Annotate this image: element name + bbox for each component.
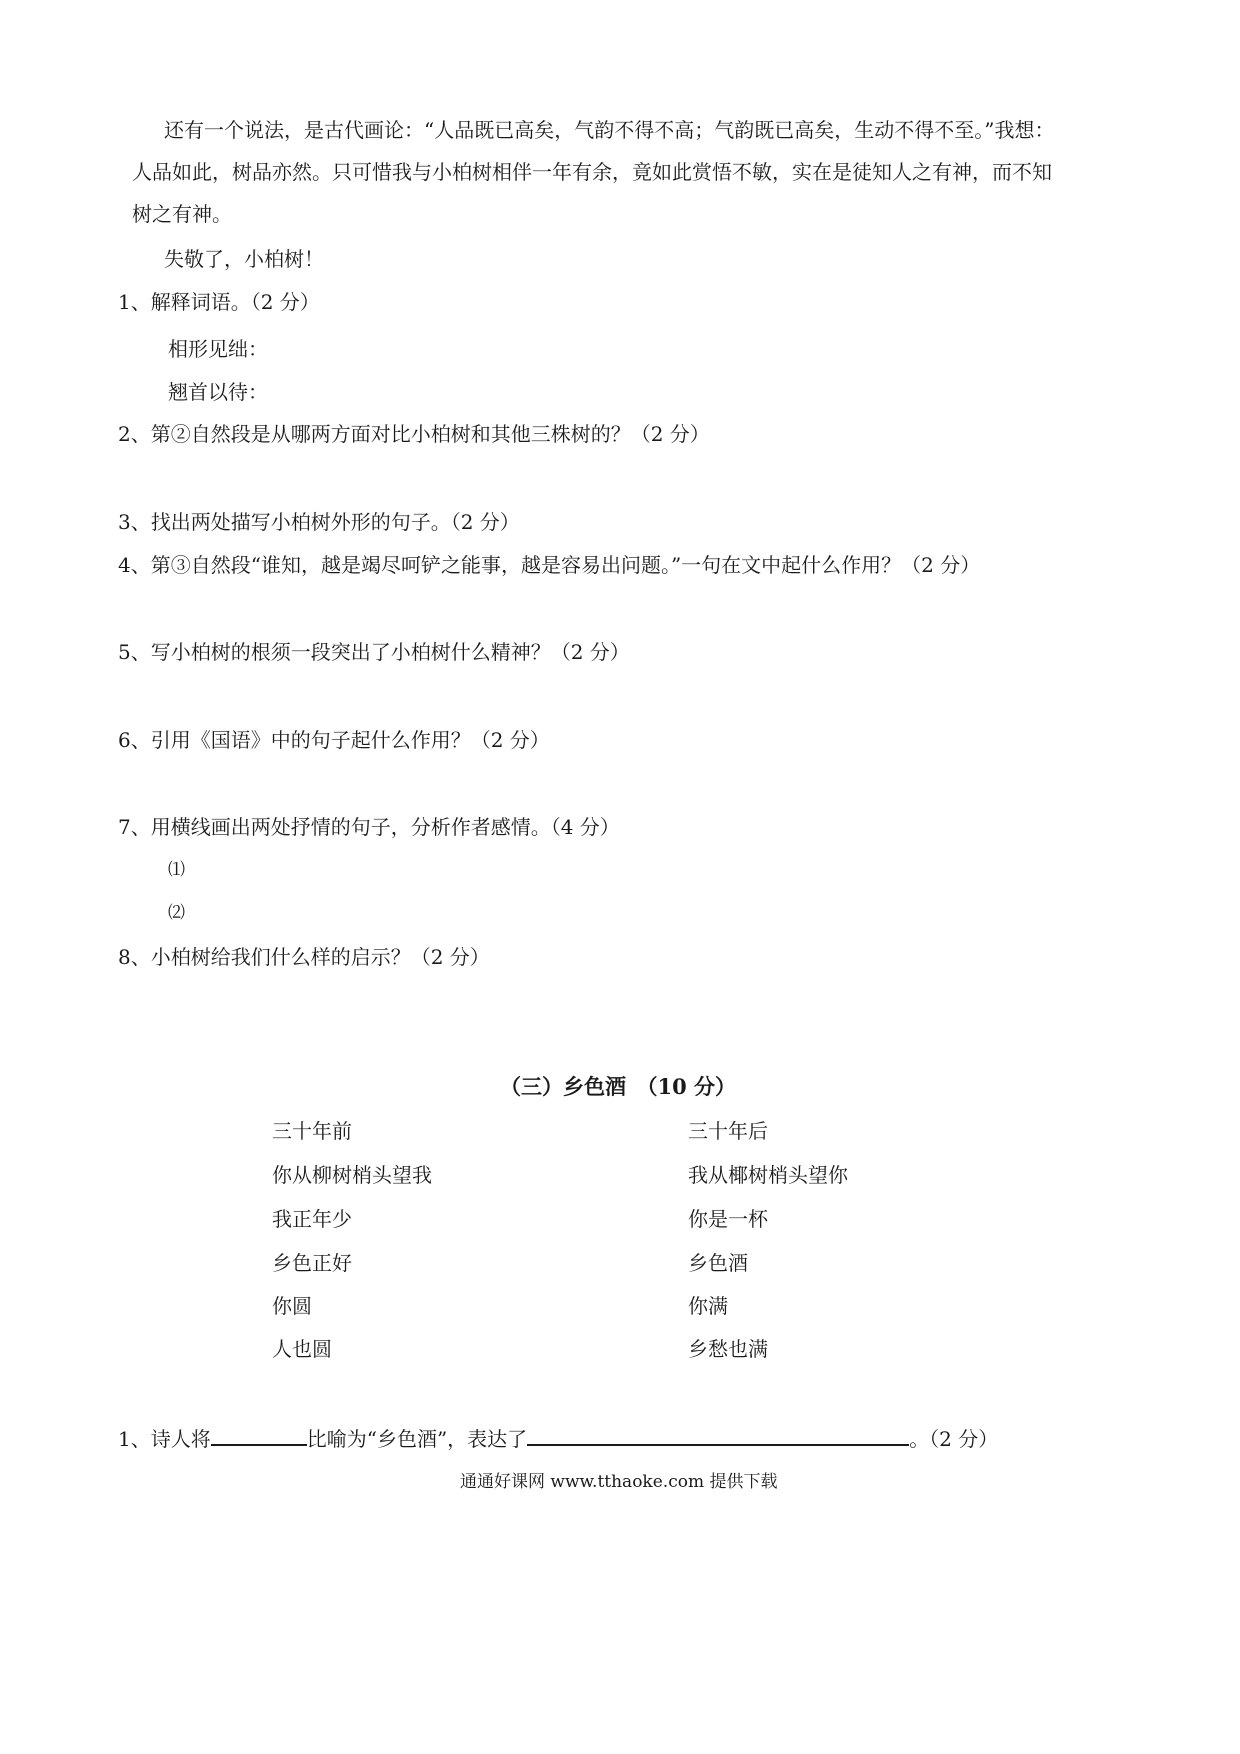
question-7-item-2: ⑵ bbox=[168, 903, 185, 923]
question-7-item-1: ⑴ bbox=[168, 860, 185, 880]
answer-blank[interactable] bbox=[527, 1422, 909, 1446]
passage-line: 还有一个说法，是古代画论：“人品既已高矣，气韵不得不高；气韵既已高矣，生动不得不至。”我想： bbox=[164, 118, 1055, 142]
poem-left-line: 你从柳树梢头望我 bbox=[272, 1163, 432, 1187]
question-8: 8、小柏树给我们什么样的启示？（2 分） bbox=[118, 945, 490, 969]
question-5: 5、写小柏树的根须一段突出了小柏树什么精神？（2 分） bbox=[118, 640, 630, 664]
question-6: 6、引用《国语》中的句子起什么作用？（2 分） bbox=[118, 728, 550, 752]
poem-left-line: 我正年少 bbox=[272, 1207, 352, 1231]
question-1-term-a: 相形见绌： bbox=[168, 337, 268, 361]
poem-right-line: 乡愁也满 bbox=[688, 1337, 768, 1361]
passage-line: 人品如此，树品亦然。只可惜我与小柏树相伴一年有余，竟如此赏悟不敏，实在是徒知人之有神，而不知 bbox=[132, 160, 1052, 184]
poem-right-line: 三十年后 bbox=[688, 1119, 768, 1143]
question-text: 比喻为“乡色酒”，表达了 bbox=[306, 1427, 528, 1451]
poem-left-line: 你圆 bbox=[272, 1294, 312, 1318]
poem-left-line: 乡色正好 bbox=[272, 1251, 352, 1275]
footer-text: 通通好课网 www.tthaoke.com 提供下载 bbox=[460, 1472, 778, 1492]
poem-right-line: 我从椰树梢头望你 bbox=[688, 1163, 848, 1187]
question-text: 1、诗人将 bbox=[118, 1427, 211, 1451]
poem-right-line: 你是一杯 bbox=[688, 1207, 768, 1231]
question-1: 1、解释词语。（2 分） bbox=[118, 290, 320, 314]
poem-left-line: 人也圆 bbox=[272, 1337, 332, 1361]
question-7: 7、用横线画出两处抒情的句子，分析作者感情。（4 分） bbox=[118, 815, 620, 839]
section-title: （三）乡色酒 （10 分） bbox=[500, 1074, 737, 1099]
poem-left-line: 三十年前 bbox=[272, 1119, 352, 1143]
poem-right-line: 你满 bbox=[688, 1294, 728, 1318]
section3-question-1 bbox=[118, 1422, 998, 1453]
question-4: 4、第③自然段“谁知，越是竭尽呵铲之能事，越是容易出问题。”一句在文中起什么作用？（2 分） bbox=[118, 553, 981, 577]
passage-line: 树之有神。 bbox=[132, 202, 232, 226]
poem-right-line: 乡色酒 bbox=[688, 1251, 748, 1275]
question-text: 。（2 分） bbox=[909, 1427, 999, 1451]
question-2: 2、第②自然段是从哪两方面对比小柏树和其他三株树的？（2 分） bbox=[118, 422, 710, 446]
passage-line: 失敬了，小柏树！ bbox=[164, 247, 324, 271]
question-3: 3、找出两处描写小柏树外形的句子。（2 分） bbox=[118, 510, 520, 534]
answer-blank[interactable] bbox=[211, 1422, 307, 1446]
question-1-term-b: 翘首以待： bbox=[168, 380, 268, 404]
